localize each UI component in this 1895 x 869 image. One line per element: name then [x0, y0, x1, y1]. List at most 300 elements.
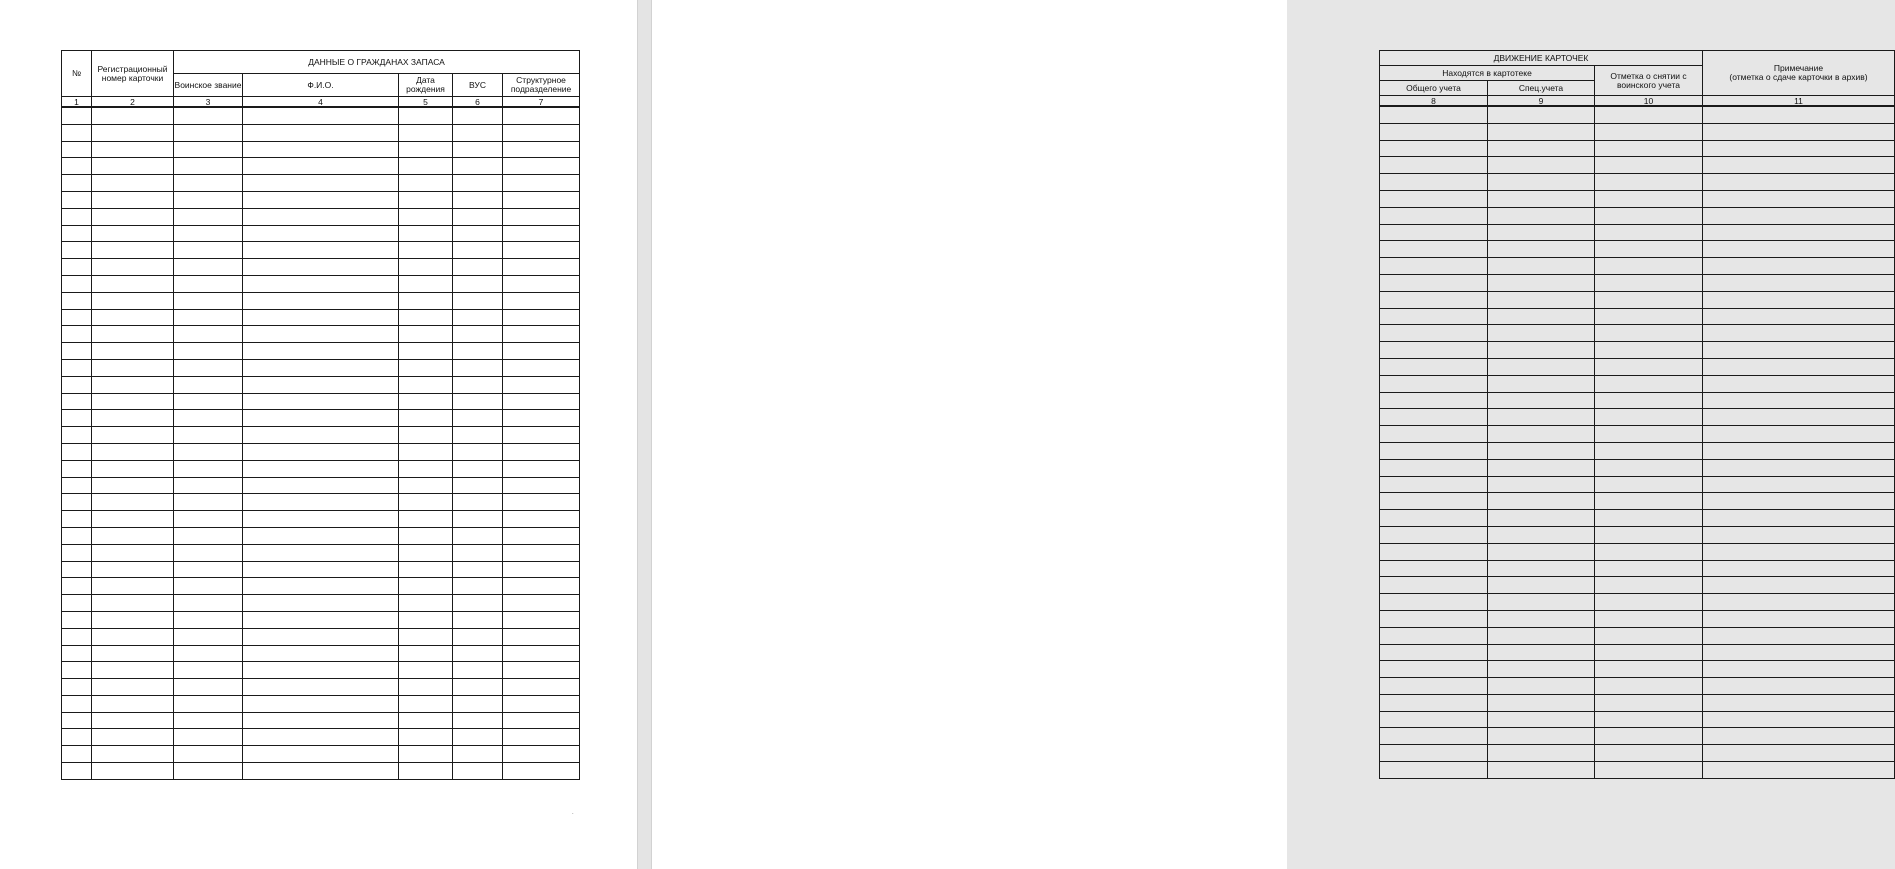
table-cell [399, 376, 453, 393]
table-row [62, 695, 580, 712]
table-row [1380, 140, 1895, 157]
table-cell [503, 561, 580, 578]
table-cell [1703, 560, 1895, 577]
table-cell [399, 561, 453, 578]
table-cell [1380, 745, 1488, 762]
table-cell [1488, 342, 1595, 359]
table-cell [399, 107, 453, 124]
table-cell [92, 275, 174, 292]
table-row [62, 477, 580, 494]
table-cell [243, 494, 399, 511]
table-cell [62, 460, 92, 477]
table-row [1380, 560, 1895, 577]
table-cell [399, 477, 453, 494]
table-cell [1703, 258, 1895, 275]
table-cell [503, 208, 580, 225]
table-row [62, 292, 580, 309]
table-cell [1488, 442, 1595, 459]
table-cell [453, 611, 503, 628]
table-cell [243, 107, 399, 124]
table-cell [92, 376, 174, 393]
table-cell [1380, 627, 1488, 644]
table-row [62, 511, 580, 528]
table-cell [453, 494, 503, 511]
table-cell [1595, 678, 1703, 695]
table-cell [92, 460, 174, 477]
header-note-subtitle: (отметка о сдаче карточки в архив) [1729, 72, 1868, 82]
table-cell [453, 141, 503, 158]
table-cell [1595, 510, 1703, 527]
table-cell [1380, 358, 1488, 375]
table-cell [174, 578, 243, 595]
table-cell [1488, 493, 1595, 510]
table-cell [453, 292, 503, 309]
table-cell [92, 225, 174, 242]
table-cell [1380, 493, 1488, 510]
table-row [1380, 476, 1895, 493]
table-cell [174, 208, 243, 225]
table-cell [92, 410, 174, 427]
table-row [62, 544, 580, 561]
table-cell [1595, 409, 1703, 426]
table-cell [1703, 493, 1895, 510]
table-cell [399, 275, 453, 292]
table-cell [1703, 476, 1895, 493]
table-cell [62, 443, 92, 460]
table-cell [453, 124, 503, 141]
table-cell [92, 679, 174, 696]
table-cell [62, 494, 92, 511]
table-cell [453, 191, 503, 208]
table-cell [243, 645, 399, 662]
table-cell [1380, 325, 1488, 342]
table-cell [399, 410, 453, 427]
table-cell [1703, 661, 1895, 678]
table-cell [243, 746, 399, 763]
table-row [1380, 728, 1895, 745]
table-cell [503, 443, 580, 460]
table-cell [174, 695, 243, 712]
page-divider [637, 0, 652, 869]
table-cell [174, 158, 243, 175]
table-cell [1488, 594, 1595, 611]
table-cell [62, 376, 92, 393]
table-cell [62, 343, 92, 360]
table-cell [1380, 157, 1488, 174]
table-cell [453, 628, 503, 645]
table-cell [399, 191, 453, 208]
table-cell [503, 242, 580, 259]
table-cell [1488, 644, 1595, 661]
table-cell [1380, 106, 1488, 123]
table-cell [243, 460, 399, 477]
table-cell [1595, 358, 1703, 375]
table-row [62, 376, 580, 393]
table-cell [62, 275, 92, 292]
table-cell [92, 259, 174, 276]
table-cell [92, 175, 174, 192]
table-row [62, 611, 580, 628]
table-cell [1380, 207, 1488, 224]
table-row [1380, 258, 1895, 275]
table-cell [62, 763, 92, 780]
table-cell [1380, 308, 1488, 325]
table-cell [1703, 375, 1895, 392]
table-cell [399, 427, 453, 444]
table-cell [62, 544, 92, 561]
table-cell [453, 208, 503, 225]
table-cell [1488, 577, 1595, 594]
table-cell [174, 460, 243, 477]
table-cell [1380, 291, 1488, 308]
table-cell [1488, 610, 1595, 627]
table-cell [62, 208, 92, 225]
table-cell [1595, 493, 1703, 510]
table-cell [1703, 325, 1895, 342]
table-cell [174, 662, 243, 679]
table-cell [1380, 392, 1488, 409]
table-cell [503, 225, 580, 242]
table-row [62, 326, 580, 343]
document-page-right [652, 0, 1868, 869]
table-cell [1595, 106, 1703, 123]
table-cell [1488, 106, 1595, 123]
table-cell [62, 527, 92, 544]
table-cell [243, 544, 399, 561]
table-cell [62, 393, 92, 410]
table-cell [503, 410, 580, 427]
table-cell [62, 242, 92, 259]
table-cell [174, 544, 243, 561]
table-cell [1380, 577, 1488, 594]
table-row [62, 309, 580, 326]
table-cell [1595, 762, 1703, 779]
table-row [62, 208, 580, 225]
table-cell [243, 527, 399, 544]
table-cell [1380, 728, 1488, 745]
table-cell [1488, 745, 1595, 762]
table-cell [399, 175, 453, 192]
table-row [62, 645, 580, 662]
table-cell [503, 326, 580, 343]
table-cell [453, 158, 503, 175]
table-cell [1595, 459, 1703, 476]
table-cell [62, 511, 92, 528]
header-removal-mark: Отметка о снятии с воинского учета [1595, 66, 1703, 96]
table-cell [503, 427, 580, 444]
table-cell [92, 746, 174, 763]
table-cell [1488, 543, 1595, 560]
table-cell [92, 158, 174, 175]
table-cell [1595, 577, 1703, 594]
header-reserve-citizens-data: ДАННЫЕ О ГРАЖДАНАХ ЗАПАСА [174, 51, 580, 74]
table-row [62, 343, 580, 360]
table-cell [453, 359, 503, 376]
table-cell [62, 259, 92, 276]
table-row [1380, 123, 1895, 140]
table-cell [92, 595, 174, 612]
table-cell [92, 511, 174, 528]
table-row [1380, 644, 1895, 661]
table-cell [503, 141, 580, 158]
table-row [62, 225, 580, 242]
table-cell [399, 763, 453, 780]
table-cell [1703, 190, 1895, 207]
table-cell [1488, 678, 1595, 695]
table-cell [503, 477, 580, 494]
table-row [62, 443, 580, 460]
table-row [1380, 526, 1895, 543]
footer-mark: . [572, 810, 574, 816]
table-cell [92, 494, 174, 511]
table-cell [1703, 106, 1895, 123]
table-cell [1380, 442, 1488, 459]
table-cell [62, 712, 92, 729]
table-cell [243, 275, 399, 292]
table-cell [1488, 711, 1595, 728]
table-cell [62, 326, 92, 343]
table-cell [1380, 526, 1488, 543]
table-cell [1703, 442, 1895, 459]
table-cell [1703, 694, 1895, 711]
table-cell [1595, 123, 1703, 140]
table-cell [453, 242, 503, 259]
table-cell [1380, 594, 1488, 611]
table-cell [1595, 375, 1703, 392]
table-row [1380, 762, 1895, 779]
table-row [1380, 224, 1895, 241]
table-cell [1703, 762, 1895, 779]
table-cell [503, 175, 580, 192]
table-cell [1380, 375, 1488, 392]
table-cell [1380, 694, 1488, 711]
table-row [62, 494, 580, 511]
table-row [1380, 291, 1895, 308]
table-cell [453, 679, 503, 696]
table-cell [399, 729, 453, 746]
table-row [62, 595, 580, 612]
column-number: 1 [62, 97, 92, 108]
table-cell [243, 326, 399, 343]
column-number: 4 [243, 97, 399, 108]
table-cell [92, 393, 174, 410]
table-cell [92, 611, 174, 628]
table-cell [399, 578, 453, 595]
table-cell [1380, 274, 1488, 291]
table-cell [62, 628, 92, 645]
table-row [62, 242, 580, 259]
table-cell [1380, 409, 1488, 426]
table-cell [453, 460, 503, 477]
table-row [62, 763, 580, 780]
table-cell [453, 527, 503, 544]
table-cell [1703, 409, 1895, 426]
table-cell [62, 359, 92, 376]
table-cell [243, 477, 399, 494]
table-cell [503, 259, 580, 276]
table-cell [503, 729, 580, 746]
table-cell [1595, 140, 1703, 157]
table-row [1380, 594, 1895, 611]
table-cell [1380, 560, 1488, 577]
table-cell [174, 191, 243, 208]
table-cell [62, 175, 92, 192]
table-cell [243, 410, 399, 427]
table-cell [62, 477, 92, 494]
table-row [1380, 627, 1895, 644]
table-row [62, 393, 580, 410]
table-cell [1703, 291, 1895, 308]
table-row [62, 578, 580, 595]
table-cell [92, 561, 174, 578]
table-cell [92, 326, 174, 343]
table-cell [1703, 745, 1895, 762]
table-cell [1703, 510, 1895, 527]
table-cell [92, 443, 174, 460]
table-row [62, 662, 580, 679]
table-row [62, 628, 580, 645]
table-cell [399, 712, 453, 729]
table-cell [503, 527, 580, 544]
table-row [1380, 442, 1895, 459]
table-cell [1488, 426, 1595, 443]
table-cell [453, 343, 503, 360]
table-cell [1380, 661, 1488, 678]
table-cell [243, 191, 399, 208]
table-cell [174, 376, 243, 393]
table-cell [1703, 543, 1895, 560]
table-cell [1595, 560, 1703, 577]
table-cell [1380, 342, 1488, 359]
table-cell [174, 712, 243, 729]
table-cell [1595, 274, 1703, 291]
table-cell [399, 511, 453, 528]
table-cell [1380, 543, 1488, 560]
table-cell [399, 595, 453, 612]
table-cell [453, 477, 503, 494]
table-row [1380, 745, 1895, 762]
column-number: 5 [399, 97, 453, 108]
table-cell [1595, 745, 1703, 762]
table-cell [453, 259, 503, 276]
table-cell [1595, 476, 1703, 493]
table-cell [453, 561, 503, 578]
table-cell [174, 107, 243, 124]
table-row [1380, 426, 1895, 443]
table-row [1380, 190, 1895, 207]
table-cell [1595, 543, 1703, 560]
table-cell [92, 208, 174, 225]
table-cell [399, 309, 453, 326]
table-cell [503, 544, 580, 561]
table-row [1380, 274, 1895, 291]
table-cell [1488, 560, 1595, 577]
table-cell [399, 292, 453, 309]
table-cell [92, 729, 174, 746]
table-cell [62, 410, 92, 427]
table-cell [1488, 291, 1595, 308]
table-cell [399, 359, 453, 376]
table-cell [92, 107, 174, 124]
table-cell [243, 712, 399, 729]
table-cell [62, 158, 92, 175]
table-cell [174, 443, 243, 460]
table-cell [1703, 644, 1895, 661]
table-row [62, 158, 580, 175]
table-cell [1595, 627, 1703, 644]
table-cell [399, 544, 453, 561]
table-row [1380, 459, 1895, 476]
table-cell [453, 645, 503, 662]
table-cell [174, 326, 243, 343]
table-cell [174, 242, 243, 259]
table-cell [243, 259, 399, 276]
table-cell [1380, 678, 1488, 695]
table-cell [399, 225, 453, 242]
table-cell [62, 191, 92, 208]
table-cell [1380, 123, 1488, 140]
table-cell [453, 443, 503, 460]
table-cell [174, 225, 243, 242]
table-row [1380, 375, 1895, 392]
table-cell [92, 242, 174, 259]
table-cell [1703, 308, 1895, 325]
table-cell [62, 124, 92, 141]
table-cell [399, 443, 453, 460]
table-cell [503, 292, 580, 309]
table-cell [1703, 728, 1895, 745]
table-cell [62, 729, 92, 746]
table-cell [1595, 526, 1703, 543]
column-number: 3 [174, 97, 243, 108]
table-cell [1488, 510, 1595, 527]
table-cell [92, 359, 174, 376]
table-cell [243, 695, 399, 712]
table-cell [1488, 459, 1595, 476]
table-cell [243, 443, 399, 460]
table-cell [243, 292, 399, 309]
table-cell [399, 460, 453, 477]
table-cell [1703, 627, 1895, 644]
table-cell [174, 561, 243, 578]
table-cell [174, 175, 243, 192]
table-cell [1488, 174, 1595, 191]
table-cell [453, 578, 503, 595]
table-cell [1703, 207, 1895, 224]
table-cell [1703, 426, 1895, 443]
table-row [62, 175, 580, 192]
table-cell [62, 578, 92, 595]
table-cell [1595, 224, 1703, 241]
table-cell [92, 645, 174, 662]
table-cell [453, 107, 503, 124]
table-cell [1380, 258, 1488, 275]
table-cell [1703, 459, 1895, 476]
table-cell [399, 343, 453, 360]
table-cell [92, 477, 174, 494]
header-note [1703, 51, 1895, 96]
table-cell [453, 225, 503, 242]
table-cell [453, 376, 503, 393]
table-cell [92, 544, 174, 561]
table-cell [174, 259, 243, 276]
document-page-left [0, 0, 637, 869]
table-cell [1595, 190, 1703, 207]
table-cell [399, 158, 453, 175]
table-cell [243, 141, 399, 158]
table-row [1380, 661, 1895, 678]
table-cell [92, 343, 174, 360]
